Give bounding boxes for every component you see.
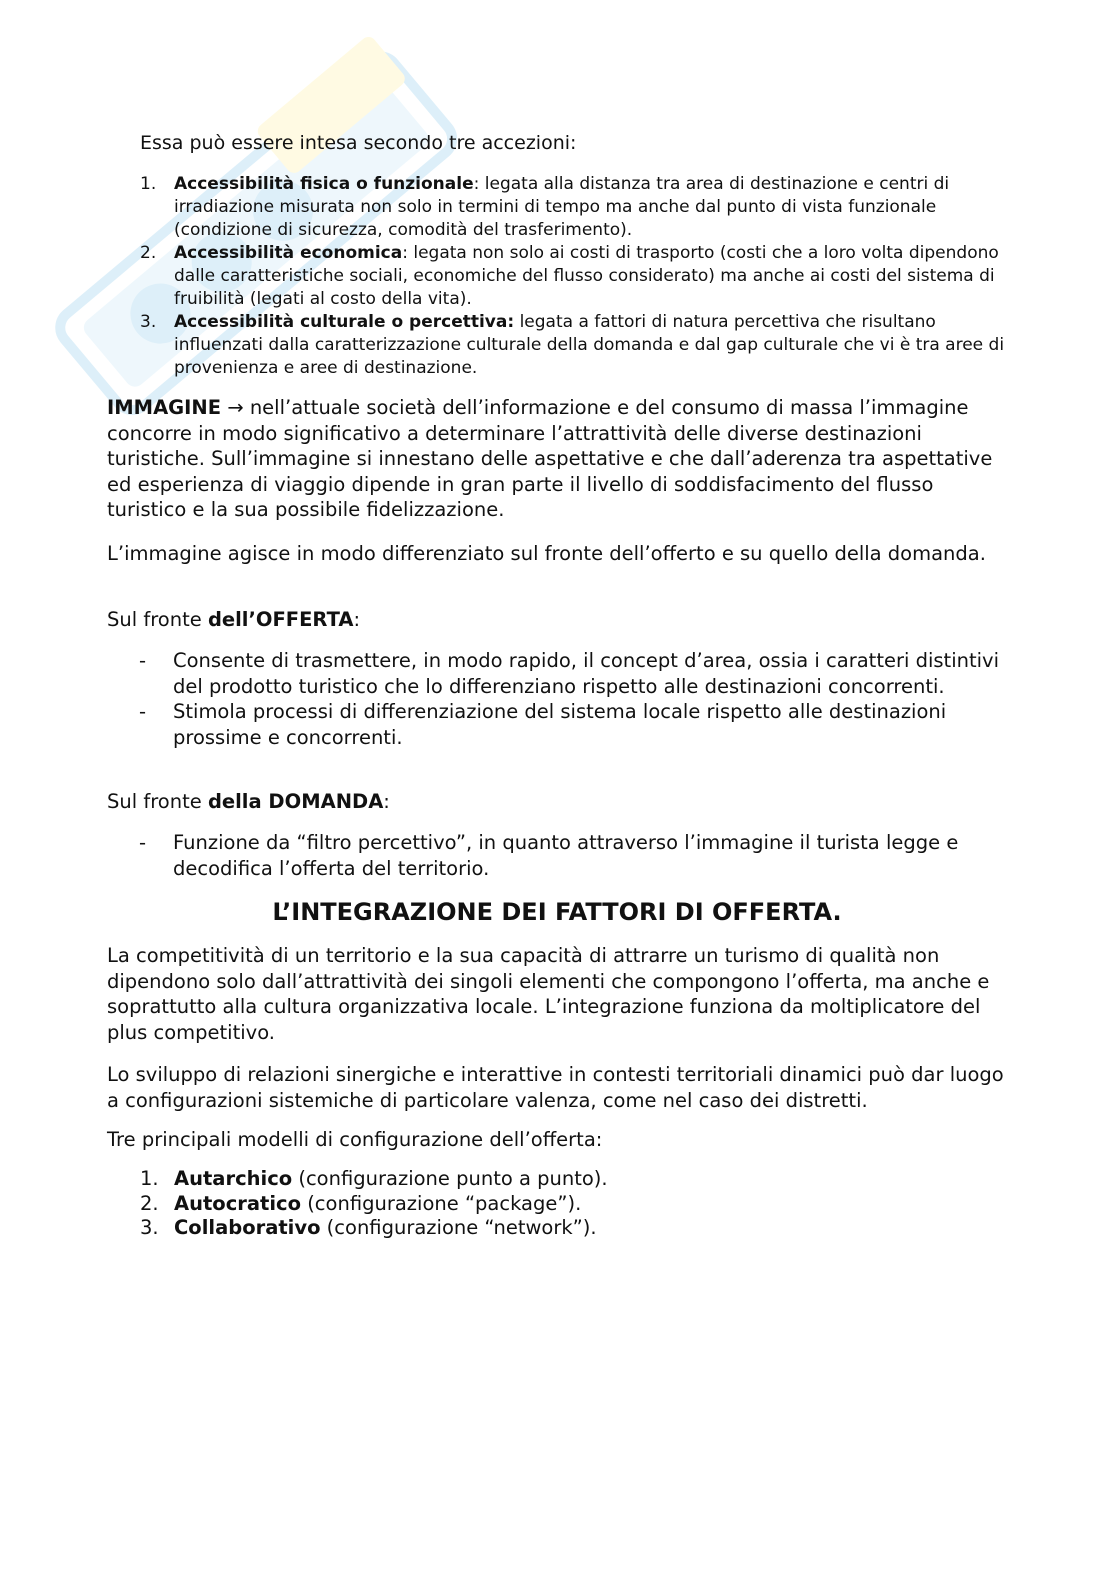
- domanda-term: della DOMANDA: [207, 790, 384, 813]
- list-number: 3.: [140, 1216, 159, 1239]
- dash-bullet: -: [139, 831, 147, 854]
- model-description: (configurazione “network”).: [320, 1216, 597, 1239]
- domanda-list: [107, 830, 1007, 881]
- dash-bullet: -: [139, 649, 147, 672]
- list-item-text: legata a fattori di natura percettiva che risultano influenzati dalla caratterizzazione culturale della domanda e dal gap culturale che vi è tra aree di provenienza e aree di destinazione.: [174, 312, 1005, 378]
- domanda-tail: :: [383, 790, 390, 813]
- arrow-symbol: →: [221, 396, 250, 419]
- list-item-text: Consente di trasmettere, in modo rapido, il concept d’area, ossia i caratteri distintivi del prodotto turistico che lo differenziano rispetto alle destinazioni concorrenti.: [173, 649, 999, 698]
- model-description: (configurazione “package”).: [301, 1191, 582, 1215]
- section-heading: L’INTEGRAZIONE DEI FATTORI DI OFFERTA.: [272, 898, 842, 926]
- accessibility-list: [140, 173, 1020, 380]
- model-description: (configurazione punto a punto).: [292, 1167, 608, 1190]
- dash-bullet: -: [139, 700, 147, 724]
- model-name: Autocratico: [174, 1191, 301, 1215]
- list-item-term: Accessibilità fisica o funzionale: [174, 174, 474, 194]
- immagine-term: IMMAGINE: [107, 396, 222, 419]
- list-item: [140, 173, 1020, 242]
- list-item: [140, 311, 1020, 380]
- modelli-intro: Tre principali modelli di configurazione dell’offerta:: [107, 1128, 603, 1151]
- model-name: Collaborativo: [174, 1216, 321, 1239]
- models-list: [140, 1167, 1000, 1241]
- list-item-term: Accessibilità culturale o percettiva:: [174, 312, 515, 332]
- list-item-text: Stimola processi di differenziazione del sistema locale rispetto alle destinazioni prossime e concorrenti.: [173, 700, 947, 749]
- list-item: [107, 699, 1007, 750]
- list-item: [140, 1167, 1000, 1192]
- offerta-term: dell’OFFERTA: [207, 608, 354, 631]
- sviluppo-paragraph: Lo sviluppo di relazioni sinergiche e interattive in contesti territoriali dinamici può dar luogo a configurazioni sistemiche di particolare valenza, come nel caso dei distretti.: [107, 1063, 1004, 1112]
- model-name: Autarchico: [174, 1167, 293, 1190]
- list-item: [140, 242, 1020, 311]
- list-item: [140, 1216, 1000, 1241]
- list-item-text: : legata non solo ai costi di trasporto (costi che a loro volta dipendono dalle caratteristiche sociali, economiche del flusso considerato) ma anche ai costi del sistema di fruibilità (legati al costo della vita).: [174, 243, 999, 309]
- intro-sentence: Essa può essere intesa secondo tre accezioni:: [140, 132, 577, 154]
- list-number: 1.: [140, 1167, 159, 1190]
- list-item: [140, 1192, 1000, 1217]
- list-number: 1.: [140, 174, 157, 194]
- list-item-term: Accessibilità economica: [174, 243, 403, 263]
- offerta-tail: :: [353, 608, 361, 631]
- list-item: [107, 830, 1007, 881]
- list-item: [107, 648, 1007, 699]
- offerta-lead: Sul fronte: [107, 608, 208, 631]
- list-number: 3.: [140, 312, 157, 332]
- offerta-list: [107, 648, 1007, 750]
- domanda-lead: Sul fronte: [107, 790, 208, 813]
- list-item-text: Funzione da “filtro percettivo”, in quanto attraverso l’immagine il turista legge e decodifica l’offerta del territorio.: [173, 831, 959, 880]
- offerta-label: [107, 607, 1007, 633]
- list-number: 2.: [140, 243, 157, 263]
- list-number: 2.: [140, 1191, 159, 1215]
- immagine-text: nell’attuale società dell’informazione e del consumo di massa l’immagine concorre in modo significativo a determinare l’attrattività delle diverse destinazioni turistiche. Sull’immagine si innestano delle aspettative e che dall’aderenza tra aspettative ed esperienza di viaggio dipende in gran parte il livello di soddisfacimento del flusso turistico e la sua possibile fidelizzazione.: [107, 396, 993, 522]
- competitivita-paragraph: La competitività di un territorio e la sua capacità di attrarre un turismo di qualità non dipendono solo dall’attrattività dei singoli elementi che compongono l’offerta, ma anche e soprattutto alla cultura organizzativa locale. L’integrazione funziona da moltiplicatore del plus competitivo.: [107, 944, 990, 1044]
- list-item-text: : legata alla distanza tra area di destinazione e centri di irradiazione misurata non solo in termini di tempo ma anche dal punto di vista funzionale (condizione di sicurezza, comodità del trasferimento).: [174, 174, 950, 240]
- domanda-label: [107, 789, 1007, 815]
- immagine-paragraph: [107, 395, 1007, 523]
- immagine-agisce-paragraph: L’immagine agisce in modo differenziato sul fronte dell’offerto e su quello della domanda.: [107, 542, 986, 565]
